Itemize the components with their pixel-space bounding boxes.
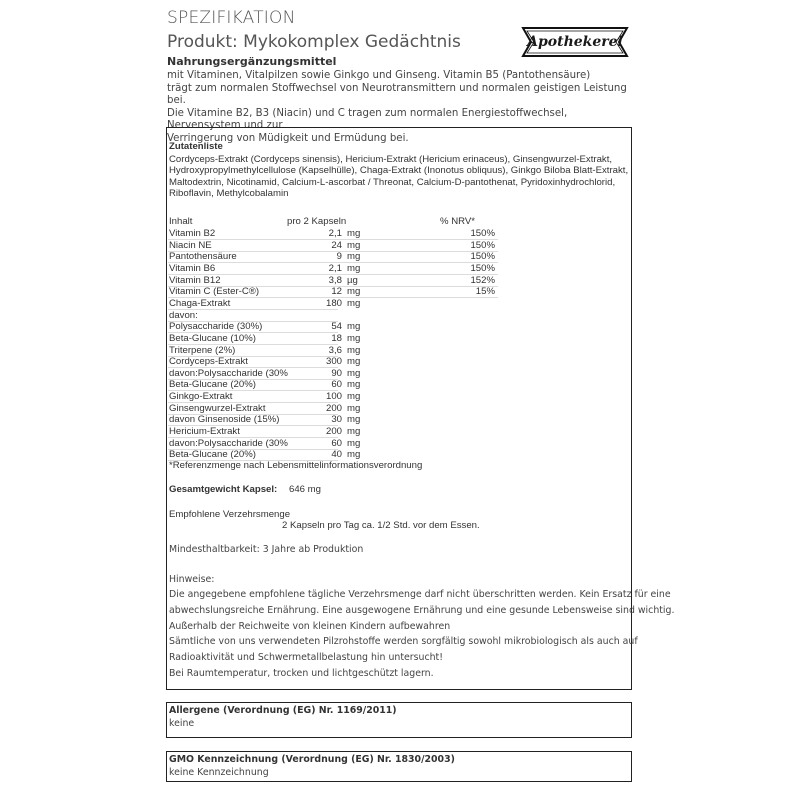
nutrient-amount: 60 [331, 379, 342, 391]
nutrient-amount: 3,8 [328, 274, 342, 286]
mushroom-testing-line: Radioaktivität und Schwermetallbelastung hin untersucht! [169, 652, 443, 663]
nutrient-amount: 90 [331, 367, 342, 379]
nutrient-name: Cordyceps-Extrakt [169, 356, 248, 368]
notes-label: Hinweise: [169, 574, 215, 585]
mushroom-testing-line: Sämtliche von uns verwendeten Pilzrohstoffe werden sorgfältig sowohl mikrobiologisch als auch auf [169, 636, 638, 647]
nutrient-unit: mg [347, 344, 361, 356]
notes-line: abwechslungsreiche Ernährung. Eine ausgewogene Ernährung und eine gesunde Lebensweise sind wichtig. [169, 605, 675, 616]
ingredients-line: Hydroxypropylmethylcellulose (Kapselhülle), Chaga-Extrakt (Inonotus obliquus), Ginkgo Biloba Blatt-Extrakt, [169, 165, 629, 177]
nutrient-nrv: 150% [470, 228, 495, 239]
nutrient-amount: 24 [331, 239, 342, 251]
nutrient-unit: mg [347, 332, 361, 344]
nutrient-unit: mg [347, 437, 361, 449]
nutrient-amount: 60 [331, 437, 342, 449]
nutrient-name: Pantothensäure [169, 251, 237, 263]
nutrient-name: Vitamin B6 [169, 262, 216, 274]
nutrient-unit: mg [347, 449, 361, 461]
allergens-value: keine [169, 718, 195, 729]
column-header-inhalt: Inhalt [169, 216, 193, 227]
nutrient-name: Vitamin B2 [169, 228, 216, 239]
nutrient-amount: 40 [331, 449, 342, 461]
allergens-label: Allergene (Verordnung (EG) Nr. 1169/2011) [169, 705, 397, 716]
nutrient-name: davon: [169, 309, 198, 321]
nutrient-amount: 200 [325, 426, 342, 438]
ingredients-title: Zutatenliste [169, 141, 223, 152]
nutrient-name: Niacin NE [169, 239, 212, 251]
nutrient-name: Ginkgo-Extrakt [169, 391, 233, 403]
nutrient-amount: 30 [331, 414, 342, 426]
nutrient-name: davon Ginsenoside (15%) [169, 414, 280, 426]
column-header-nrv: % NRV* [440, 216, 476, 227]
description-line: mit Vitaminen, Vitalpilzen sowie Ginkgo und Ginseng. Vitamin B5 (Pantothensäure) [167, 70, 591, 81]
nutrient-amount: 2,1 [328, 262, 342, 274]
nutrient-name: Vitamin C (Ester-C®) [169, 286, 260, 298]
mushroom-testing-note [169, 634, 638, 666]
shelf-life: Mindesthaltbarkeit: 3 Jahre ab Produktion [169, 544, 364, 555]
nutrient-unit: mg [347, 414, 361, 426]
nutrient-name: davon:Polysaccharide (30% [169, 437, 288, 449]
storage-note: Bei Raumtemperatur, trocken und lichtgeschützt lagern. [169, 668, 434, 679]
nutrient-unit: mg [347, 356, 361, 368]
ingredients-list [169, 154, 629, 200]
product-category: Nahrungsergänzungsmittel [167, 55, 337, 68]
nutrient-nrv: 150% [470, 251, 495, 263]
nutrient-name: Hericium-Extrakt [169, 426, 240, 438]
nutrient-name: Beta-Glucane (10%) [169, 332, 256, 344]
nutrient-amount: 54 [331, 321, 342, 333]
nutrient-nrv: 152% [470, 274, 495, 286]
nutrient-amount: 200 [325, 402, 342, 414]
nutrient-unit: mg [347, 286, 361, 298]
nutrient-unit: mg [347, 297, 361, 309]
ingredients-line: Maltodextrin, Nicotinamid, Calcium-L-ascorbat / Threonat, Calcium-D-pantothenat, Pyridoxinhydrochlorid, [169, 176, 616, 188]
nutrient-name: Ginsengwurzel-Extrakt [169, 402, 266, 414]
notes-text [169, 587, 674, 635]
product-name: Produkt: Mykokomplex Gedächtnis [167, 32, 461, 52]
nutrient-nrv: 150% [470, 239, 495, 251]
nutrient-amount: 2,1 [328, 228, 342, 239]
nutrient-name: Triterpene (2%) [169, 344, 236, 356]
nutrient-amount: 180 [325, 297, 342, 309]
nutrient-unit: mg [347, 367, 361, 379]
page-title: SPEZIFIKATION [167, 8, 296, 28]
nutrient-name: Beta-Glucane (20%) [169, 379, 256, 391]
nutrient-nrv: 150% [470, 262, 495, 274]
ingredients-line: Cordyceps-Extrakt (Cordyceps sinensis), Hericium-Extrakt (Hericium erinaceus), Ginsengwurzel-Extrakt, [169, 154, 613, 165]
nutrient-unit: mg [347, 379, 361, 391]
nutrient-name: davon:Polysaccharide (30% [169, 367, 288, 379]
dosage-value: 2 Kapseln pro Tag ca. 1/2 Std. vor dem Essen. [282, 520, 480, 531]
nrv-footnote: *Referenzmenge nach Lebensmittelinformationsverordnung [169, 460, 423, 471]
nutrient-amount: 18 [331, 332, 342, 344]
nutrient-amount: 3,6 [328, 344, 342, 356]
total-weight-label: Gesamtgewicht Kapsel: [169, 484, 278, 495]
logo-text: Apothekerei [527, 34, 623, 50]
nutrient-name: Chaga-Extrakt [169, 297, 231, 309]
nutrient-unit: mg [347, 402, 361, 414]
description-line: Die Vitamine B2, B3 (Niacin) und C tragen zum normalen Energiestoffwechsel, Nervensystem und zur [167, 107, 568, 132]
notes-line: Außerhalb der Reichweite von kleinen Kindern aufbewahren [169, 621, 451, 632]
ingredients-line: Riboflavin, Methylcobalamin [169, 188, 289, 200]
nutrient-unit: mg [347, 321, 361, 333]
nutrient-unit: mg [347, 262, 361, 274]
nutrient-unit: µg [347, 274, 358, 286]
description-line: trägt zum normalen Stoffwechsel von Neurotransmittern und normalen geistigen Leistung bei. [167, 82, 627, 107]
apothekerei-logo [521, 24, 629, 60]
nutrient-nrv: 15% [475, 286, 495, 298]
nutrient-unit: mg [347, 391, 361, 403]
column-header-per-2-capsules: pro 2 Kapseln [287, 216, 347, 227]
notes-line: Die angegebene empfohlene tägliche Verzehrsmenge darf nicht überschritten werden. Kein Ersatz für eine [169, 589, 671, 600]
nutrient-name: Vitamin B12 [169, 274, 221, 286]
nutrient-name: Beta-Glucane (20%) [169, 449, 256, 461]
nutrient-amount: 100 [325, 391, 342, 403]
nutrient-unit: mg [347, 426, 361, 438]
gmo-value: keine Kennzeichnung [169, 767, 269, 778]
nutrient-amount: 12 [331, 286, 342, 298]
gmo-label: GMO Kennzeichnung (Verordnung (EG) Nr. 1830/2003) [169, 754, 455, 765]
nutrient-unit: mg [347, 251, 361, 263]
nutrient-amount: 9 [336, 251, 342, 263]
nutrient-unit: mg [347, 228, 361, 239]
description-line: Verringerung von Müdigkeit und Ermüdung bei. [167, 132, 409, 144]
nutrient-name: Polysaccharide (30%) [169, 321, 263, 333]
total-weight-value: 646 mg [289, 484, 321, 495]
nutrient-unit: mg [347, 239, 361, 251]
nutrient-amount: 300 [325, 356, 342, 368]
dosage-label: Empfohlene Verzehrsmenge [169, 509, 291, 520]
